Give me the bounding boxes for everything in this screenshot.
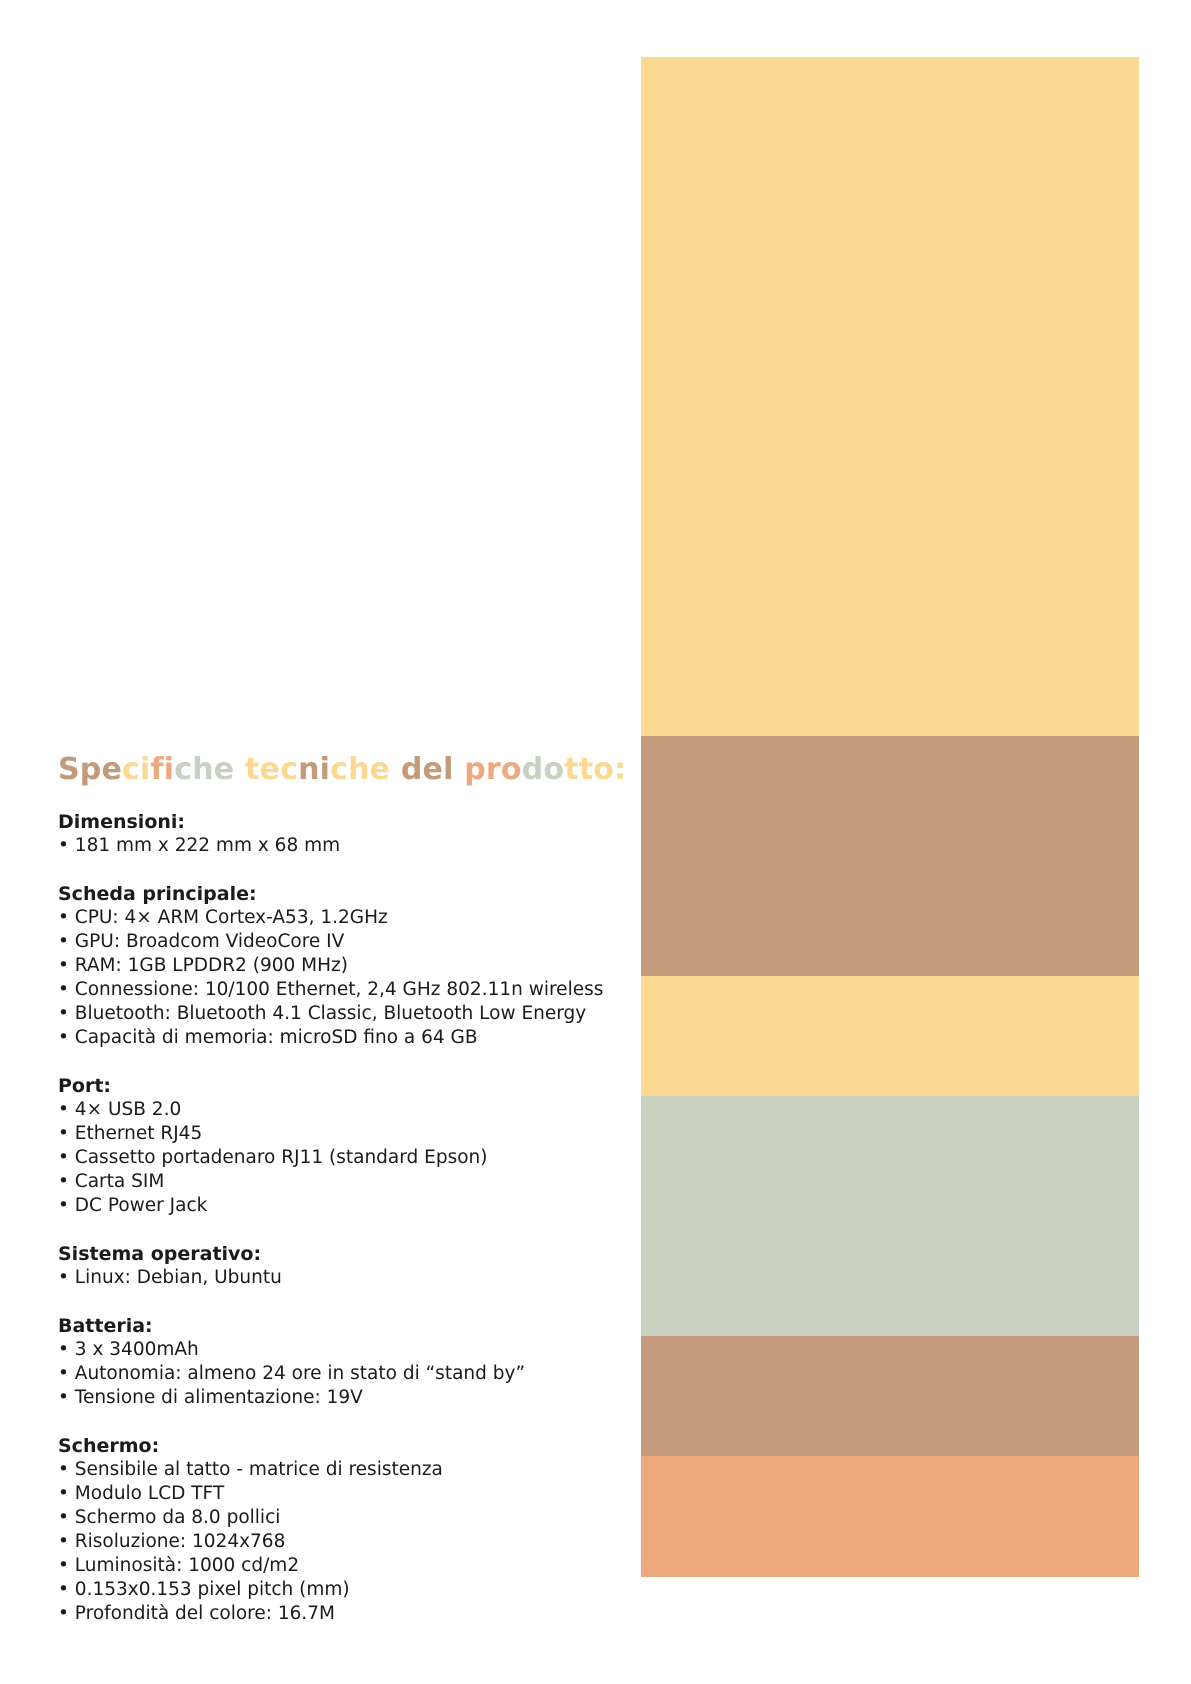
title-segment: che	[330, 752, 401, 787]
title-segment: del	[400, 752, 465, 787]
spec-section	[58, 882, 618, 1050]
spec-item: • Luminosità: 1000 cd/m2	[58, 1554, 618, 1578]
spec-list	[58, 834, 618, 858]
spec-section	[58, 810, 618, 858]
spec-item: • Schermo da 8.0 pollici	[58, 1506, 618, 1530]
spec-section	[58, 1434, 618, 1626]
spec-item: • DC Power Jack	[58, 1194, 618, 1218]
spec-item: • Cassetto portadenaro RJ11 (standard Epson)	[58, 1146, 618, 1170]
spec-list	[58, 1266, 618, 1290]
spec-list	[58, 906, 618, 1050]
title-segment: Spe	[58, 752, 123, 787]
color-stripe	[641, 1096, 1139, 1336]
spec-item: • Profondità del colore: 16.7M	[58, 1602, 618, 1626]
spec-item: • 3 x 3400mAh	[58, 1338, 618, 1362]
color-stripe	[641, 57, 1139, 736]
spec-section	[58, 1074, 618, 1218]
color-stripe	[641, 976, 1139, 1096]
title-segment: tto:	[564, 752, 627, 787]
section-heading: Sistema operativo:	[58, 1243, 262, 1265]
section-heading: Schermo:	[58, 1435, 160, 1457]
spec-item: • 0.153x0.153 pixel pitch (mm)	[58, 1578, 618, 1602]
title-segment: pro	[464, 752, 522, 787]
section-heading: Dimensioni:	[58, 811, 186, 833]
spec-item: • Autonomia: almeno 24 ore in stato di “stand by”	[58, 1362, 618, 1386]
spec-list	[58, 1338, 618, 1410]
title-segment: che	[174, 752, 245, 787]
spec-item: • Sensibile al tatto - matrice di resistenza	[58, 1458, 618, 1482]
spec-item: • Linux: Debian, Ubuntu	[58, 1266, 618, 1290]
title-segment: tec	[244, 752, 299, 787]
section-heading: Scheda principale:	[58, 883, 257, 905]
color-stripe	[641, 1456, 1139, 1577]
product-specs	[58, 752, 627, 1650]
spec-item: • Carta SIM	[58, 1170, 618, 1194]
spec-item: • 181 mm x 222 mm x 68 mm	[58, 834, 618, 858]
title-segment: ci	[122, 752, 151, 787]
spec-item: • CPU: 4× ARM Cortex-A53, 1.2GHz	[58, 906, 618, 930]
title-segment: fi	[150, 752, 175, 787]
spec-item: • 4× USB 2.0	[58, 1098, 618, 1122]
specs-sections	[58, 810, 618, 1626]
spec-item: • Modulo LCD TFT	[58, 1482, 618, 1506]
specs-title	[58, 752, 627, 788]
title-segment: ni	[298, 752, 331, 787]
spec-item: • GPU: Broadcom VideoCore IV	[58, 930, 618, 954]
spec-item: • Capacità di memoria: microSD fino a 64 GB	[58, 1026, 618, 1050]
spec-item: • RAM: 1GB LPDDR2 (900 MHz)	[58, 954, 618, 978]
spec-list	[58, 1458, 618, 1626]
title-segment: do	[521, 752, 565, 787]
spec-item: • Bluetooth: Bluetooth 4.1 Classic, Bluetooth Low Energy	[58, 1002, 618, 1026]
spec-item: • Risoluzione: 1024x768	[58, 1530, 618, 1554]
spec-section	[58, 1242, 618, 1290]
color-stripes-panel	[641, 57, 1139, 1577]
spec-item: • Tensione di alimentazione: 19V	[58, 1386, 618, 1410]
spec-item: • Connessione: 10/100 Ethernet, 2,4 GHz 802.11n wireless	[58, 978, 618, 1002]
section-heading: Batteria:	[58, 1315, 153, 1337]
section-heading: Port:	[58, 1075, 112, 1097]
spec-section	[58, 1314, 618, 1410]
color-stripe	[641, 736, 1139, 976]
spec-list	[58, 1098, 618, 1218]
spec-item: • Ethernet RJ45	[58, 1122, 618, 1146]
color-stripe	[641, 1336, 1139, 1456]
